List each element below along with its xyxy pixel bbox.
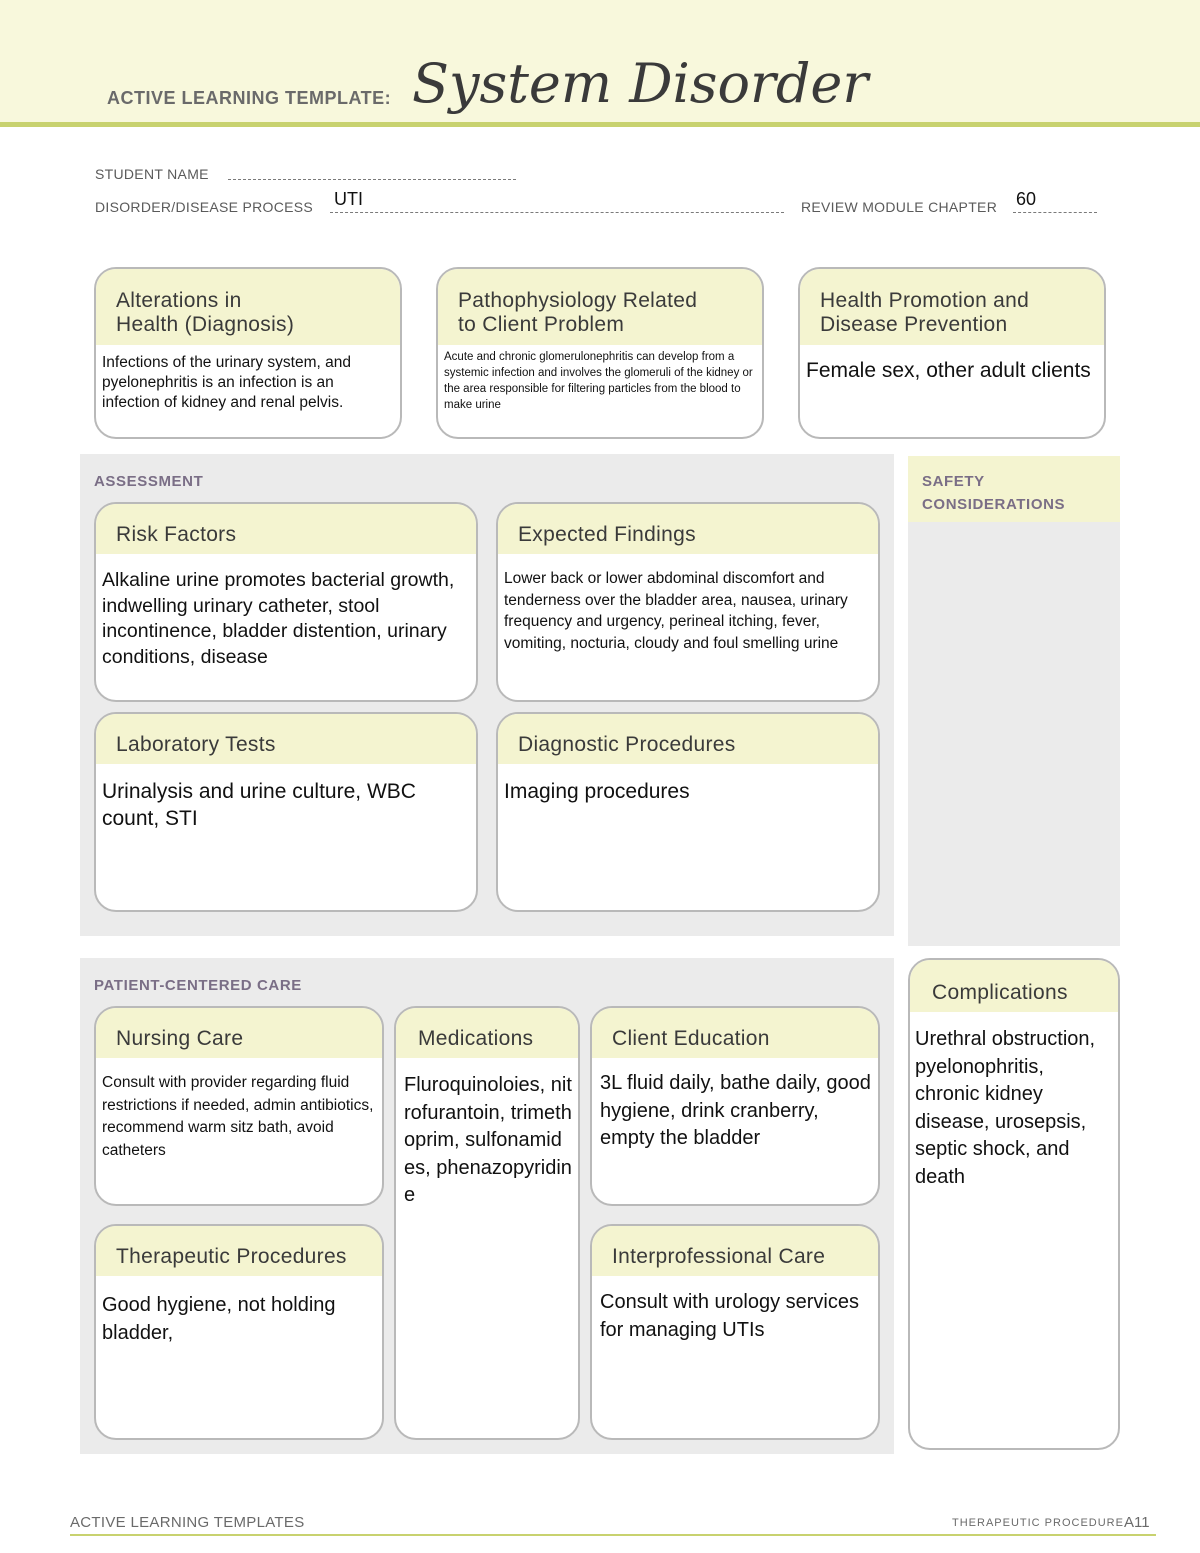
pathophysiology-header bbox=[438, 269, 762, 345]
chapter-label: REVIEW MODULE CHAPTER bbox=[801, 199, 998, 215]
risk-factors-text[interactable]: Alkaline urine promotes bacterial growth, indwelling urinary catheter, stool incontinence, bladder distention, urinary conditions, disease bbox=[102, 569, 455, 668]
health-promotion-title-line2: Disease Prevention bbox=[820, 313, 1008, 336]
laboratory-tests-header bbox=[96, 714, 476, 764]
expected-findings-box bbox=[496, 502, 880, 702]
health-promotion-title-line1: Health Promotion and bbox=[820, 289, 1030, 312]
complications-title: Complications bbox=[932, 981, 1068, 1004]
chapter-line bbox=[1013, 212, 1097, 213]
client-education-header bbox=[592, 1008, 878, 1058]
diagnostic-procedures-title: Diagnostic Procedures bbox=[518, 733, 736, 756]
interprofessional-care-title: Interprofessional Care bbox=[612, 1245, 826, 1268]
disorder-line bbox=[330, 212, 784, 213]
nursing-care-header bbox=[96, 1008, 382, 1058]
footer-divider bbox=[70, 1534, 1156, 1536]
alterations-title-line1: Alterations in bbox=[116, 289, 242, 312]
medications-header bbox=[396, 1008, 578, 1058]
expected-findings-title: Expected Findings bbox=[518, 523, 696, 546]
footer-left-label: ACTIVE LEARNING TEMPLATES bbox=[70, 1514, 305, 1531]
template-label: ACTIVE LEARNING TEMPLATE: bbox=[107, 88, 392, 108]
pathophysiology-title-line1: Pathophysiology Related bbox=[458, 289, 698, 312]
risk-factors-box bbox=[94, 502, 478, 702]
diagnostic-procedures-box bbox=[496, 712, 880, 912]
interprofessional-care-box bbox=[590, 1224, 880, 1440]
laboratory-tests-box bbox=[94, 712, 478, 912]
therapeutic-procedures-header bbox=[96, 1226, 382, 1276]
disorder-field[interactable]: UTI bbox=[334, 189, 363, 209]
safety-considerations-panel bbox=[908, 456, 1120, 946]
alterations-box bbox=[94, 267, 402, 439]
therapeutic-procedures-text[interactable]: Good hygiene, not holding bladder, bbox=[102, 1294, 336, 1344]
safety-considerations-header bbox=[908, 456, 1120, 522]
medications-text[interactable]: Fluroquinoloies, nitrofurantoin, trimethoprim, sulfonamides, phenazopyridine bbox=[404, 1074, 572, 1206]
pathophysiology-title-line2: to Client Problem bbox=[458, 313, 625, 336]
page-title: System Disorder bbox=[412, 52, 869, 115]
footer-page-number: A11 bbox=[1124, 1514, 1150, 1531]
safety-label-line2: CONSIDERATIONS bbox=[922, 496, 1066, 513]
therapeutic-procedures-box bbox=[94, 1224, 384, 1440]
pathophysiology-text[interactable]: Acute and chronic glomerulonephritis can develop from a systemic infection and involves the glomeruli of the kidney or the area responsible for filtering particles from the blood to make urine bbox=[444, 351, 753, 411]
health-promotion-header bbox=[800, 269, 1104, 345]
complications-text[interactable]: Urethral obstruction, pyelonophritis, chronic kidney disease, urosepsis, septic shock, and death bbox=[915, 1028, 1096, 1188]
safety-label-line1: SAFETY bbox=[922, 473, 985, 490]
risk-factors-title: Risk Factors bbox=[116, 523, 237, 546]
laboratory-tests-text[interactable]: Urinalysis and urine culture, WBC count, STI bbox=[102, 780, 416, 830]
interprofessional-care-text[interactable]: Consult with urology services for managing UTIs bbox=[600, 1291, 859, 1341]
patient-centered-care-label: PATIENT-CENTERED CARE bbox=[94, 977, 302, 994]
risk-factors-header bbox=[96, 504, 476, 554]
diagnostic-procedures-text[interactable]: Imaging procedures bbox=[504, 780, 690, 803]
nursing-care-title: Nursing Care bbox=[116, 1027, 244, 1050]
header-divider bbox=[0, 122, 1200, 127]
complications-header bbox=[910, 960, 1118, 1012]
disorder-label: DISORDER/DISEASE PROCESS bbox=[95, 199, 314, 215]
medications-box bbox=[394, 1006, 580, 1440]
assessment-label: ASSESSMENT bbox=[94, 473, 204, 490]
footer-right-label: THERAPEUTIC PROCEDURE bbox=[952, 1517, 1124, 1529]
health-promotion-box bbox=[798, 267, 1106, 439]
nursing-care-text[interactable]: Consult with provider regarding fluid restrictions if needed, admin antibiotics, recommend warm sitz bath, avoid catheters bbox=[102, 1074, 374, 1159]
client-education-text[interactable]: 3L fluid daily, bathe daily, good hygiene, drink cranberry, empty the bladder bbox=[600, 1072, 871, 1149]
diagnostic-procedures-header bbox=[498, 714, 878, 764]
chapter-field[interactable]: 60 bbox=[1016, 189, 1037, 209]
nursing-care-box bbox=[94, 1006, 384, 1206]
health-promotion-text[interactable]: Female sex, other adult clients bbox=[806, 359, 1091, 382]
alterations-header bbox=[96, 269, 400, 345]
client-education-box bbox=[590, 1006, 880, 1206]
medications-title: Medications bbox=[418, 1027, 534, 1050]
complications-box bbox=[908, 958, 1120, 1450]
student-name-label: STUDENT NAME bbox=[95, 166, 209, 182]
pathophysiology-box bbox=[436, 267, 764, 439]
laboratory-tests-title: Laboratory Tests bbox=[116, 733, 276, 756]
expected-findings-text[interactable]: Lower back or lower abdominal discomfort and tenderness over the bladder area, nausea, urinary frequency and urgency, perineal itching, fever, vomiting, nocturia, cloudy and foul smelling urine bbox=[504, 570, 848, 652]
interprofessional-care-header bbox=[592, 1226, 878, 1276]
alterations-text[interactable]: Infections of the urinary system, and pyelonephritis is an infection is an infection of kidney and renal pelvis. bbox=[102, 354, 351, 411]
expected-findings-header bbox=[498, 504, 878, 554]
student-name-line bbox=[228, 179, 516, 180]
alterations-title-line2: Health (Diagnosis) bbox=[116, 313, 295, 336]
client-education-title: Client Education bbox=[612, 1027, 770, 1050]
therapeutic-procedures-title: Therapeutic Procedures bbox=[116, 1245, 347, 1268]
